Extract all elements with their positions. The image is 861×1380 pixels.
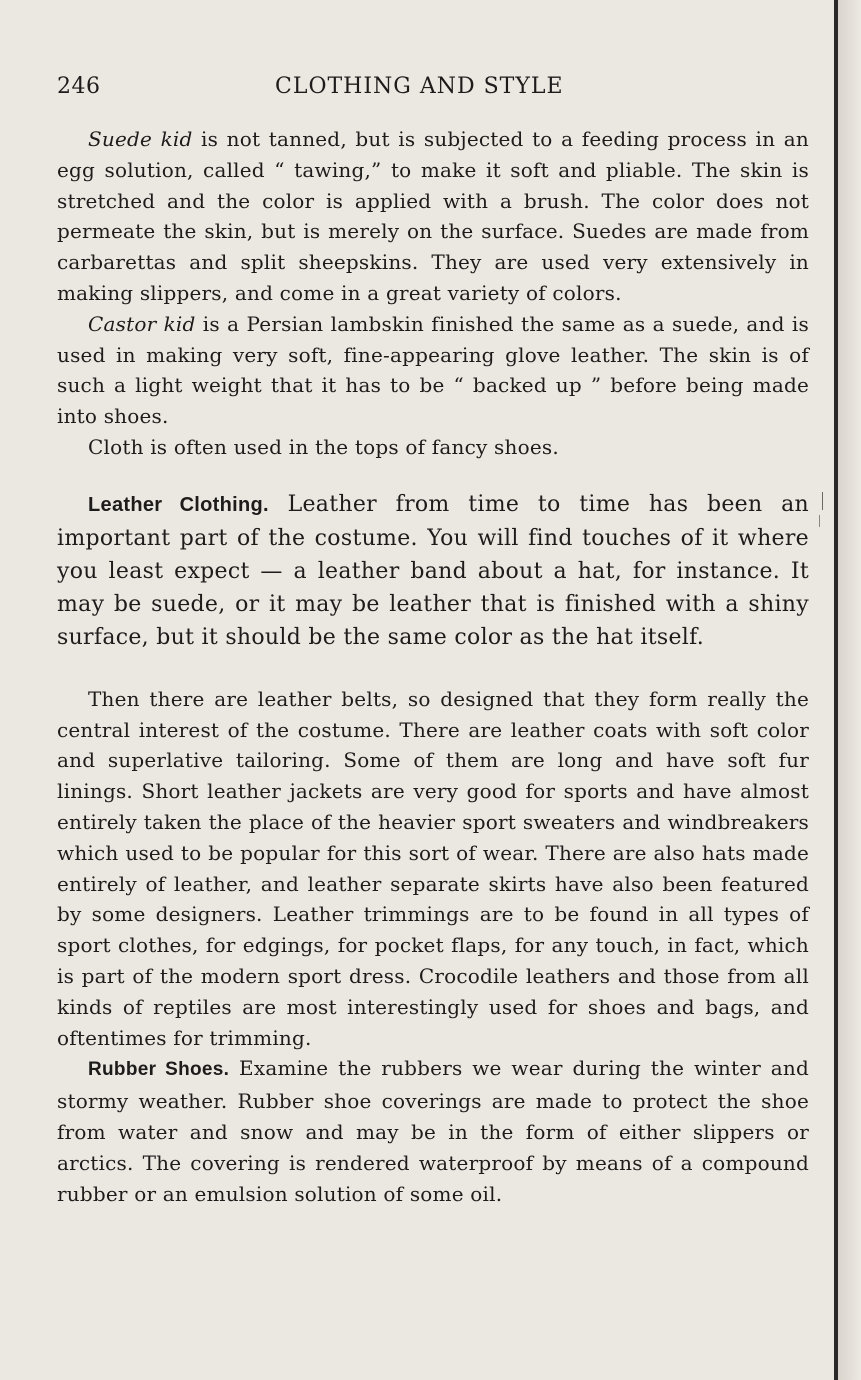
paragraph-leather-belts — [57, 684, 809, 1054]
page-number: 246 — [57, 74, 101, 99]
book-gutter-shadow — [838, 0, 861, 1380]
section-heading-leather-clothing: Leather Clothing. — [88, 493, 269, 516]
paragraph-cloth — [57, 432, 809, 463]
paragraph-text: Cloth is often used in the tops of fancy shoes. — [88, 434, 559, 459]
paragraph-suede-kid — [57, 124, 809, 309]
page-edge — [834, 0, 838, 1380]
term-suede-kid: Suede kid — [88, 127, 193, 151]
stray-pen-mark — [819, 515, 820, 527]
stray-pen-mark — [822, 492, 823, 510]
paragraph-leather-clothing — [57, 488, 809, 654]
paragraph-text: Then there are leather belts, so designed that they form really the central interest of the costume. There are leather coats with soft color and superlative tailoring. Some of them are long and have soft fur linings. Short leather jackets are very good for sports and have almost entirely taken the place of the heavier sport sweaters and windbreakers which used to be popular for this sort of wear. There are also hats made entirely of leather, and leather separate skirts have also been featured by some designers. Leather trimmings are to be found in all types of sport clothes, for edgings, for pocket flaps, for any touch, in fact, which is part of the modern sport dress. Crocodile leathers and those from all kinds of reptiles are most interestingly used for shoes and bags, and oftentimes for trimming. — [57, 686, 809, 1050]
paragraph-castor-kid — [57, 309, 809, 432]
term-castor-kid: Castor kid — [88, 311, 196, 336]
paragraph-text: is not tanned, but is subjected to a feeding process in an egg solution, called “ tawing,” to make it soft and pliable. The skin is stretched and the color is applied with a brush. The color does not permeate the skin, but is merely on the surface. Suedes are made from carbarettas and split sheepskins. They are used very extensively in making slippers, and come in a great variety of colors. — [57, 127, 809, 305]
paragraph-text: Leather from time to time has been an important part of the costume. You will find touches of it where you least expect — a leather band about a hat, for instance. It may be suede, or it may be leather that is finished with a shiny surface, but it should be the same color as the hat itself. — [57, 491, 810, 650]
section-heading-rubber-shoes: Rubber Shoes. — [88, 1059, 230, 1081]
running-title: CLOTHING AND STYLE — [275, 74, 564, 99]
paragraph-text: Examine the rubbers we wear during the winter and stormy weather. Rubber shoe coverings are made to protect the shoe from water and snow and may be in the form of either slippers or arctics. The covering is rendered waterproof by means of a compound rubber or an emulsion solution of some oil. — [57, 1056, 809, 1206]
paragraph-text: is a Persian lambskin finished the same as a suede, and is used in making very soft, fine-appearing glove leather. The skin is of such a light weight that it has to be “ backed up ” before being made into shoes. — [57, 311, 809, 429]
paragraph-rubber-shoes — [57, 1053, 809, 1209]
page-body — [57, 124, 809, 1209]
page-header — [57, 74, 810, 106]
